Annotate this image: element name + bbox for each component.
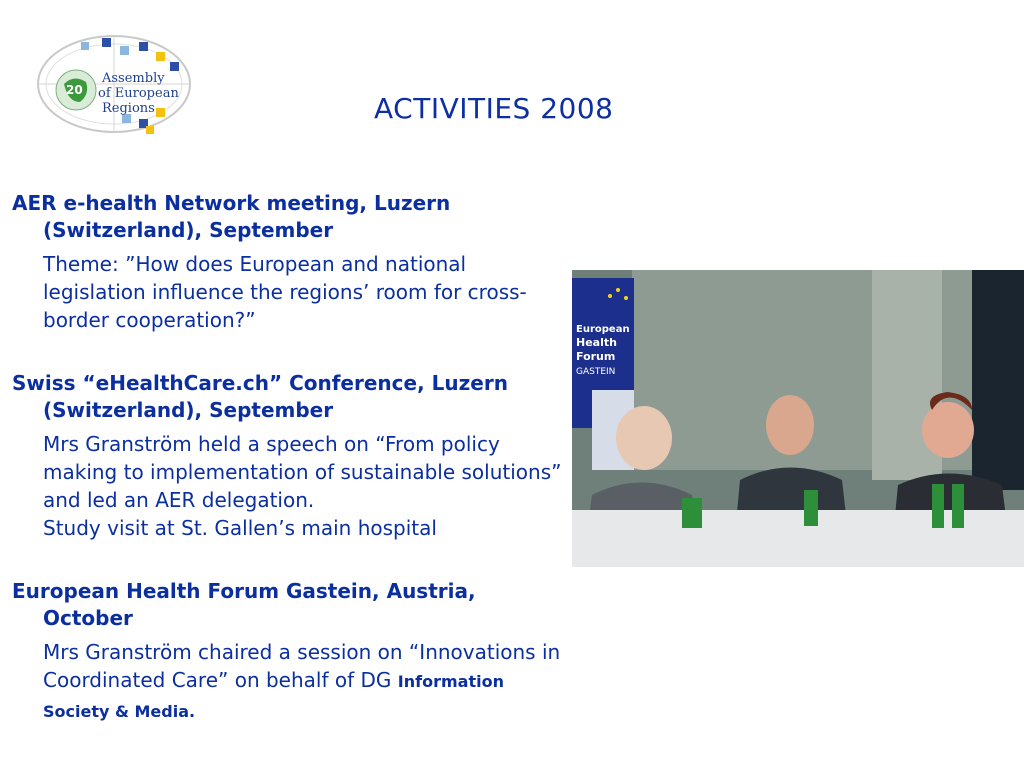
logo-text-2: of European xyxy=(98,86,179,101)
logo-text-3: Regions xyxy=(102,101,155,116)
description-line: Theme: ”How does European and national legislation influence the regions’ room for cross-border cooperation?” xyxy=(43,252,527,332)
banner-text-2: Health xyxy=(576,336,617,349)
activity-description xyxy=(43,250,572,334)
logo-badge: 20 xyxy=(66,83,83,97)
conference-photo xyxy=(572,270,1024,567)
page-title: ACTIVITIES 2008 xyxy=(374,92,614,125)
activity-item xyxy=(12,190,572,334)
activity-heading: AER e-health Network meeting, Luzern (Switzerland), September xyxy=(12,191,451,242)
logo-text-1: Assembly xyxy=(102,71,165,86)
banner-text-4: GASTEIN xyxy=(576,367,616,377)
activity-description xyxy=(43,638,572,726)
activity-heading: Swiss “eHealthCare.ch” Conference, Luzern (Switzerland), September xyxy=(12,371,508,422)
description-line: Study visit at St. Gallen’s main hospital xyxy=(43,516,437,540)
activity-heading: European Health Forum Gastein, Austria, October xyxy=(12,579,476,630)
banner-text-3: Forum xyxy=(576,350,616,363)
description-bold-text: Information Society & Media. xyxy=(43,672,504,721)
description-text: Mrs Granström chaired a session on “Innovations in Coordinated Care” on behalf of DG xyxy=(43,640,561,692)
activity-description xyxy=(43,430,572,542)
activity-item xyxy=(12,370,572,542)
activity-item xyxy=(12,578,572,726)
banner-text-1: European xyxy=(576,324,630,335)
description-line: Mrs Granström held a speech on “From policy making to implementation of sustainable solutions” and led an AER delegation. xyxy=(43,432,562,512)
aer-logo xyxy=(36,28,194,136)
activities-list xyxy=(12,190,572,762)
